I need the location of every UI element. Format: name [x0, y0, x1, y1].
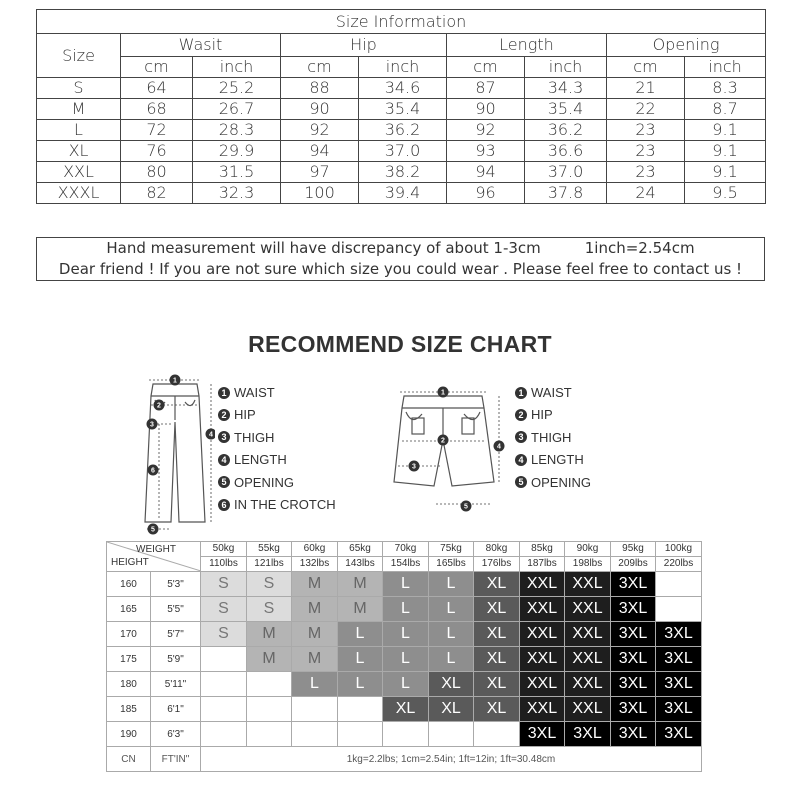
size-recommend-cell: 3XL — [656, 622, 702, 647]
size-recommend-cell: XL — [474, 597, 520, 622]
measure-cell: 80 — [121, 162, 193, 183]
measure-cell: 25.2 — [193, 78, 281, 99]
size-recommend-cell: 3XL — [611, 697, 656, 722]
size-recommend-cell: 3XL — [611, 672, 656, 697]
size-recommend-cell: L — [383, 572, 429, 597]
measure-cell: 82 — [121, 183, 193, 204]
opening-header: Opening — [607, 34, 766, 57]
measure-cell: 31.5 — [193, 162, 281, 183]
size-recommend-cell: M — [292, 647, 338, 672]
measure-cell: 87 — [447, 78, 525, 99]
size-row — [37, 162, 766, 183]
height-cm-cell: 160 — [107, 572, 151, 597]
empty-cell — [201, 722, 247, 747]
height-row — [107, 672, 702, 697]
measure-cell: 37.8 — [525, 183, 607, 204]
height-ft-cell: 5'5" — [151, 597, 201, 622]
size-recommend-cell: M — [292, 597, 338, 622]
weight-label: WEIGHT — [136, 544, 176, 555]
empty-cell — [292, 697, 338, 722]
measure-cell: 37.0 — [525, 162, 607, 183]
conversion-note: 1kg=2.2lbs; 1cm=2.54in; 1ft=12in; 1ft=30.48cm — [201, 747, 702, 772]
measure-cell: 88 — [281, 78, 359, 99]
legend-item — [218, 472, 336, 494]
size-recommend-cell: L — [383, 622, 429, 647]
size-cell: XXL — [37, 162, 121, 183]
measure-cell: 32.3 — [193, 183, 281, 204]
measure-cell: 68 — [121, 99, 193, 120]
shorts-legend — [515, 382, 591, 494]
pants-legend — [218, 382, 336, 516]
size-recommend-cell: 3XL — [656, 647, 702, 672]
height-ft-cell: 5'3" — [151, 572, 201, 597]
measure-cell: 92 — [281, 120, 359, 141]
size-recommend-cell: XL — [429, 697, 474, 722]
legend-item — [218, 427, 336, 449]
measure-cell: 9.5 — [685, 183, 766, 204]
size-recommend-cell: L — [429, 597, 474, 622]
svg-text:3: 3 — [150, 421, 154, 429]
measure-cell: 8.3 — [685, 78, 766, 99]
size-recommend-cell: XXL — [520, 622, 565, 647]
weight-kg-cell: 85kg — [520, 542, 565, 557]
svg-text:6: 6 — [151, 467, 155, 475]
shorts-diagram — [386, 384, 506, 514]
size-recommend-cell: L — [383, 672, 429, 697]
pants-diagram — [135, 372, 215, 537]
svg-text:4: 4 — [209, 431, 213, 439]
measure-cell: 28.3 — [193, 120, 281, 141]
unit-inch: inch — [525, 57, 607, 78]
size-recommend-cell: M — [247, 622, 292, 647]
waist-header: Wasit — [121, 34, 281, 57]
size-recommend-cell: XL — [474, 572, 520, 597]
measure-cell: 35.4 — [359, 99, 447, 120]
height-cm-cell: 185 — [107, 697, 151, 722]
size-recommend-cell: XL — [474, 647, 520, 672]
legend-item — [218, 449, 336, 471]
height-row — [107, 622, 702, 647]
height-ft-cell: 5'11" — [151, 672, 201, 697]
measure-cell: 23 — [607, 162, 685, 183]
size-recommend-cell: XXL — [565, 697, 611, 722]
measure-cell: 9.1 — [685, 162, 766, 183]
measure-cell: 23 — [607, 120, 685, 141]
empty-cell — [656, 572, 702, 597]
size-recommend-cell: 3XL — [520, 722, 565, 747]
measurement-notice — [36, 237, 765, 281]
measure-cell: 38.2 — [359, 162, 447, 183]
size-recommend-cell: 3XL — [656, 672, 702, 697]
legend-label: LENGTH — [531, 452, 584, 468]
weight-kg-cell: 60kg — [292, 542, 338, 557]
notice-conversion: 1inch=2.54cm — [584, 239, 695, 257]
empty-cell — [292, 722, 338, 747]
size-recommend-cell: XXL — [565, 622, 611, 647]
empty-cell — [338, 722, 383, 747]
empty-cell — [383, 722, 429, 747]
size-recommend-cell: M — [338, 597, 383, 622]
size-recommend-cell: XXL — [520, 697, 565, 722]
empty-cell — [429, 722, 474, 747]
legend-label: HIP — [234, 407, 256, 423]
size-recommend-cell: M — [247, 647, 292, 672]
legend-label: OPENING — [531, 474, 591, 490]
number-icon: 1 — [515, 387, 527, 399]
measure-cell: 90 — [447, 99, 525, 120]
measure-cell: 72 — [121, 120, 193, 141]
svg-text:1: 1 — [441, 389, 445, 397]
size-recommend-cell: M — [292, 622, 338, 647]
unit-inch: inch — [193, 57, 281, 78]
weight-kg-cell: 100kg — [656, 542, 702, 557]
height-ft-cell: 6'3" — [151, 722, 201, 747]
legend-label: HIP — [531, 407, 553, 423]
unit-inch: inch — [685, 57, 766, 78]
size-recommend-cell: L — [429, 622, 474, 647]
size-recommend-cell: 3XL — [656, 697, 702, 722]
measure-cell: 29.9 — [193, 141, 281, 162]
recommend-size-table — [106, 541, 702, 772]
empty-cell — [201, 672, 247, 697]
measure-cell: 76 — [121, 141, 193, 162]
size-recommend-cell: XXL — [520, 572, 565, 597]
measure-cell: 94 — [447, 162, 525, 183]
size-row — [37, 141, 766, 162]
measure-cell: 100 — [281, 183, 359, 204]
weight-kg-cell: 70kg — [383, 542, 429, 557]
weight-lbs-cell: 198lbs — [565, 557, 611, 572]
size-recommend-cell: 3XL — [611, 622, 656, 647]
size-recommend-cell: L — [338, 622, 383, 647]
empty-cell — [201, 647, 247, 672]
measure-cell: 26.7 — [193, 99, 281, 120]
size-recommend-cell: XL — [474, 622, 520, 647]
height-cm-cell: 165 — [107, 597, 151, 622]
height-row — [107, 597, 702, 622]
size-recommend-cell: XXL — [565, 647, 611, 672]
size-recommend-cell: M — [338, 572, 383, 597]
svg-text:4: 4 — [497, 443, 501, 451]
measure-cell: 36.6 — [525, 141, 607, 162]
size-recommend-cell: S — [201, 622, 247, 647]
legend-label: IN THE CROTCH — [234, 496, 336, 512]
number-icon: 3 — [515, 431, 527, 443]
weight-lbs-cell: 187lbs — [520, 557, 565, 572]
measure-cell: 93 — [447, 141, 525, 162]
empty-cell — [247, 672, 292, 697]
size-row — [37, 99, 766, 120]
size-cell: M — [37, 99, 121, 120]
size-recommend-cell: 3XL — [611, 722, 656, 747]
size-recommend-cell: XXL — [520, 597, 565, 622]
weight-lbs-cell: 176lbs — [474, 557, 520, 572]
number-icon: 4 — [218, 454, 230, 466]
measure-cell: 36.2 — [359, 120, 447, 141]
weight-kg-cell: 95kg — [611, 542, 656, 557]
unit-cm: cm — [607, 57, 685, 78]
height-cm-cell: 175 — [107, 647, 151, 672]
legend-label: THIGH — [531, 429, 572, 445]
size-info-rows — [37, 78, 766, 204]
notice-contact: Dear friend ! If you are not sure which size you could wear . Please feel free to contact us ! — [58, 260, 743, 278]
size-cell: S — [37, 78, 121, 99]
legend-item — [515, 382, 591, 404]
size-recommend-cell: XL — [383, 697, 429, 722]
unit-cm: cm — [447, 57, 525, 78]
length-header: Length — [447, 34, 607, 57]
svg-text:5: 5 — [464, 503, 468, 511]
weight-kg-cell: 80kg — [474, 542, 520, 557]
legend-item — [515, 427, 591, 449]
footer-ft: FT'IN" — [151, 747, 201, 772]
measure-cell: 64 — [121, 78, 193, 99]
weight-lbs-cell: 110lbs — [201, 557, 247, 572]
number-icon: 2 — [515, 409, 527, 421]
weight-lbs-cell: 143lbs — [338, 557, 383, 572]
size-recommend-cell: XXL — [520, 647, 565, 672]
empty-cell — [247, 722, 292, 747]
legend-item — [515, 404, 591, 426]
weight-lbs-cell: 220lbs — [656, 557, 702, 572]
height-cm-cell: 170 — [107, 622, 151, 647]
empty-cell — [247, 697, 292, 722]
size-cell: L — [37, 120, 121, 141]
legend-label: THIGH — [234, 429, 275, 445]
measure-cell: 96 — [447, 183, 525, 204]
number-icon: 5 — [515, 476, 527, 488]
weight-lbs-cell: 165lbs — [429, 557, 474, 572]
number-icon: 3 — [218, 431, 230, 443]
legend-label: WAIST — [531, 385, 572, 400]
measure-cell: 37.0 — [359, 141, 447, 162]
weight-kg-cell: 65kg — [338, 542, 383, 557]
measure-cell: 34.6 — [359, 78, 447, 99]
weight-lbs-cell: 121lbs — [247, 557, 292, 572]
size-recommend-cell: 3XL — [565, 722, 611, 747]
measure-cell: 9.1 — [685, 141, 766, 162]
svg-text:2: 2 — [157, 402, 161, 410]
number-icon: 6 — [218, 499, 230, 511]
height-ft-cell: 5'7" — [151, 622, 201, 647]
notice-discrepancy: Hand measurement will have discrepancy of about 1-3cm — [106, 239, 541, 257]
size-info-table — [36, 9, 766, 204]
measure-cell: 24 — [607, 183, 685, 204]
size-row — [37, 78, 766, 99]
size-recommend-cell: S — [201, 572, 247, 597]
size-recommend-cell: L — [292, 672, 338, 697]
weight-kg-cell: 75kg — [429, 542, 474, 557]
unit-cm: cm — [281, 57, 359, 78]
size-recommend-cell: L — [429, 647, 474, 672]
weight-height-header — [107, 542, 201, 572]
svg-text:5: 5 — [151, 526, 155, 534]
size-recommend-cell: L — [383, 597, 429, 622]
unit-cm: cm — [121, 57, 193, 78]
measure-cell: 94 — [281, 141, 359, 162]
measure-cell: 97 — [281, 162, 359, 183]
weight-lbs-cell: 154lbs — [383, 557, 429, 572]
size-recommend-cell: XXL — [520, 672, 565, 697]
height-cm-cell: 190 — [107, 722, 151, 747]
height-ft-cell: 5'9" — [151, 647, 201, 672]
size-recommend-cell: S — [247, 572, 292, 597]
size-recommend-cell: S — [247, 597, 292, 622]
number-icon: 1 — [218, 387, 230, 399]
legend-label: LENGTH — [234, 452, 287, 468]
legend-item — [218, 404, 336, 426]
measure-cell: 90 — [281, 99, 359, 120]
measure-cell: 36.2 — [525, 120, 607, 141]
size-cell: XXXL — [37, 183, 121, 204]
height-row — [107, 572, 702, 597]
measure-cell: 9.1 — [685, 120, 766, 141]
size-recommend-cell: XXL — [565, 597, 611, 622]
legend-label: WAIST — [234, 385, 275, 400]
height-ft-cell: 6'1" — [151, 697, 201, 722]
number-icon: 4 — [515, 454, 527, 466]
size-cell: XL — [37, 141, 121, 162]
legend-label: OPENING — [234, 474, 294, 490]
number-icon: 5 — [218, 476, 230, 488]
empty-cell — [201, 697, 247, 722]
empty-cell — [656, 597, 702, 622]
footer-cn: CN — [107, 747, 151, 772]
empty-cell — [474, 722, 520, 747]
weight-kg-cell: 55kg — [247, 542, 292, 557]
size-recommend-cell: L — [338, 672, 383, 697]
size-header: Size — [37, 34, 121, 78]
legend-item — [218, 382, 336, 404]
height-cm-cell: 180 — [107, 672, 151, 697]
recommend-title: RECOMMEND SIZE CHART — [248, 331, 552, 357]
weight-lbs-cell: 209lbs — [611, 557, 656, 572]
height-row — [107, 722, 702, 747]
size-recommend-cell: S — [201, 597, 247, 622]
weight-kg-cell: 50kg — [201, 542, 247, 557]
size-row — [37, 183, 766, 204]
height-row — [107, 697, 702, 722]
size-recommend-cell: 3XL — [611, 647, 656, 672]
hip-header: Hip — [281, 34, 447, 57]
measure-cell: 39.4 — [359, 183, 447, 204]
number-icon: 2 — [218, 409, 230, 421]
svg-text:3: 3 — [412, 463, 416, 471]
measure-cell: 8.7 — [685, 99, 766, 120]
size-row — [37, 120, 766, 141]
size-recommend-cell: XL — [429, 672, 474, 697]
size-recommend-cell: 3XL — [611, 572, 656, 597]
measure-cell: 92 — [447, 120, 525, 141]
recommend-rows — [107, 572, 702, 747]
weight-lbs-cell: 132lbs — [292, 557, 338, 572]
svg-text:2: 2 — [441, 437, 445, 445]
measure-cell: 34.3 — [525, 78, 607, 99]
height-label: HEIGHT — [111, 557, 149, 568]
size-recommend-cell: XL — [474, 697, 520, 722]
size-recommend-cell: 3XL — [656, 722, 702, 747]
size-recommend-cell: XXL — [565, 672, 611, 697]
size-recommend-cell: XL — [474, 672, 520, 697]
measure-cell: 35.4 — [525, 99, 607, 120]
size-info-title: Size Information — [37, 10, 766, 34]
empty-cell — [338, 697, 383, 722]
unit-inch: inch — [359, 57, 447, 78]
svg-text:1: 1 — [173, 377, 177, 385]
legend-item — [515, 449, 591, 471]
size-recommend-cell: M — [292, 572, 338, 597]
size-recommend-cell: L — [383, 647, 429, 672]
size-recommend-cell: L — [429, 572, 474, 597]
legend-item — [515, 472, 591, 494]
weight-kg-cell: 90kg — [565, 542, 611, 557]
legend-item — [218, 494, 336, 516]
size-recommend-cell: XXL — [565, 572, 611, 597]
size-recommend-cell: L — [338, 647, 383, 672]
height-row — [107, 647, 702, 672]
size-recommend-cell: 3XL — [611, 597, 656, 622]
measure-cell: 22 — [607, 99, 685, 120]
measure-cell: 21 — [607, 78, 685, 99]
measure-cell: 23 — [607, 141, 685, 162]
